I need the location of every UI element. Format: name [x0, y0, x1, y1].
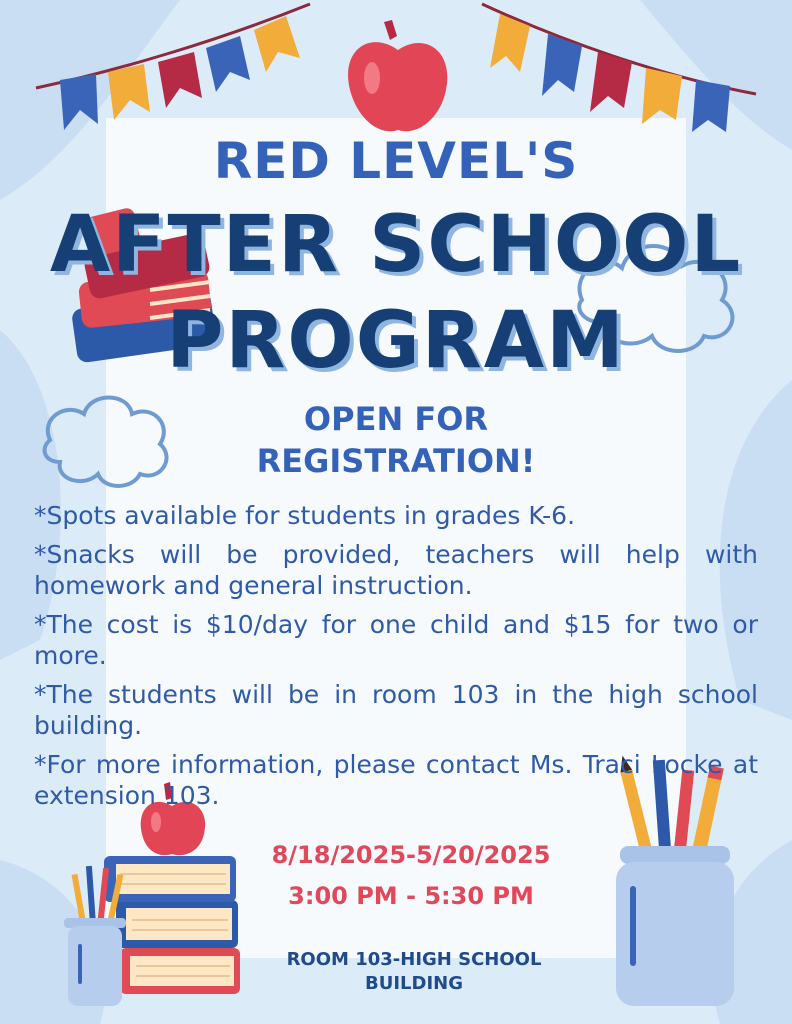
- time-range: 3:00 PM - 5:30 PM: [288, 882, 534, 910]
- pencil-cup-small-icon: [64, 866, 126, 1006]
- detail-cost: *The cost is $10/day for one child and $15 for two or more.: [34, 610, 758, 670]
- bunting-right-icon: [482, 4, 756, 132]
- title-line-after-school: AFTER SCHOOL: [49, 200, 743, 290]
- registration-heading: [0, 398, 792, 482]
- title-line-program: PROGRAM: [166, 296, 626, 386]
- school-name-heading: RED LEVEL'S: [213, 132, 579, 190]
- bunting-left-icon: [36, 4, 310, 130]
- location: ROOM 103-HIGH SCHOOL BUILDING: [286, 949, 542, 994]
- apple-top-icon: [348, 20, 447, 131]
- detail-room: *The students will be in room 103 in the high school building.: [34, 680, 758, 740]
- registration-line-1: OPEN FOR: [303, 400, 489, 438]
- detail-snacks: *Snacks will be provided, teachers will help with homework and general instruction.: [34, 540, 758, 600]
- date-range: 8/18/2025-5/20/2025: [271, 841, 551, 869]
- detail-grades: *Spots available for students in grades K-6.: [34, 501, 576, 530]
- registration-line-2: REGISTRATION!: [256, 442, 536, 480]
- detail-contact: *For more information, please contact Ms. Traci Locke at extension 103.: [34, 750, 758, 810]
- details-list: [34, 500, 758, 819]
